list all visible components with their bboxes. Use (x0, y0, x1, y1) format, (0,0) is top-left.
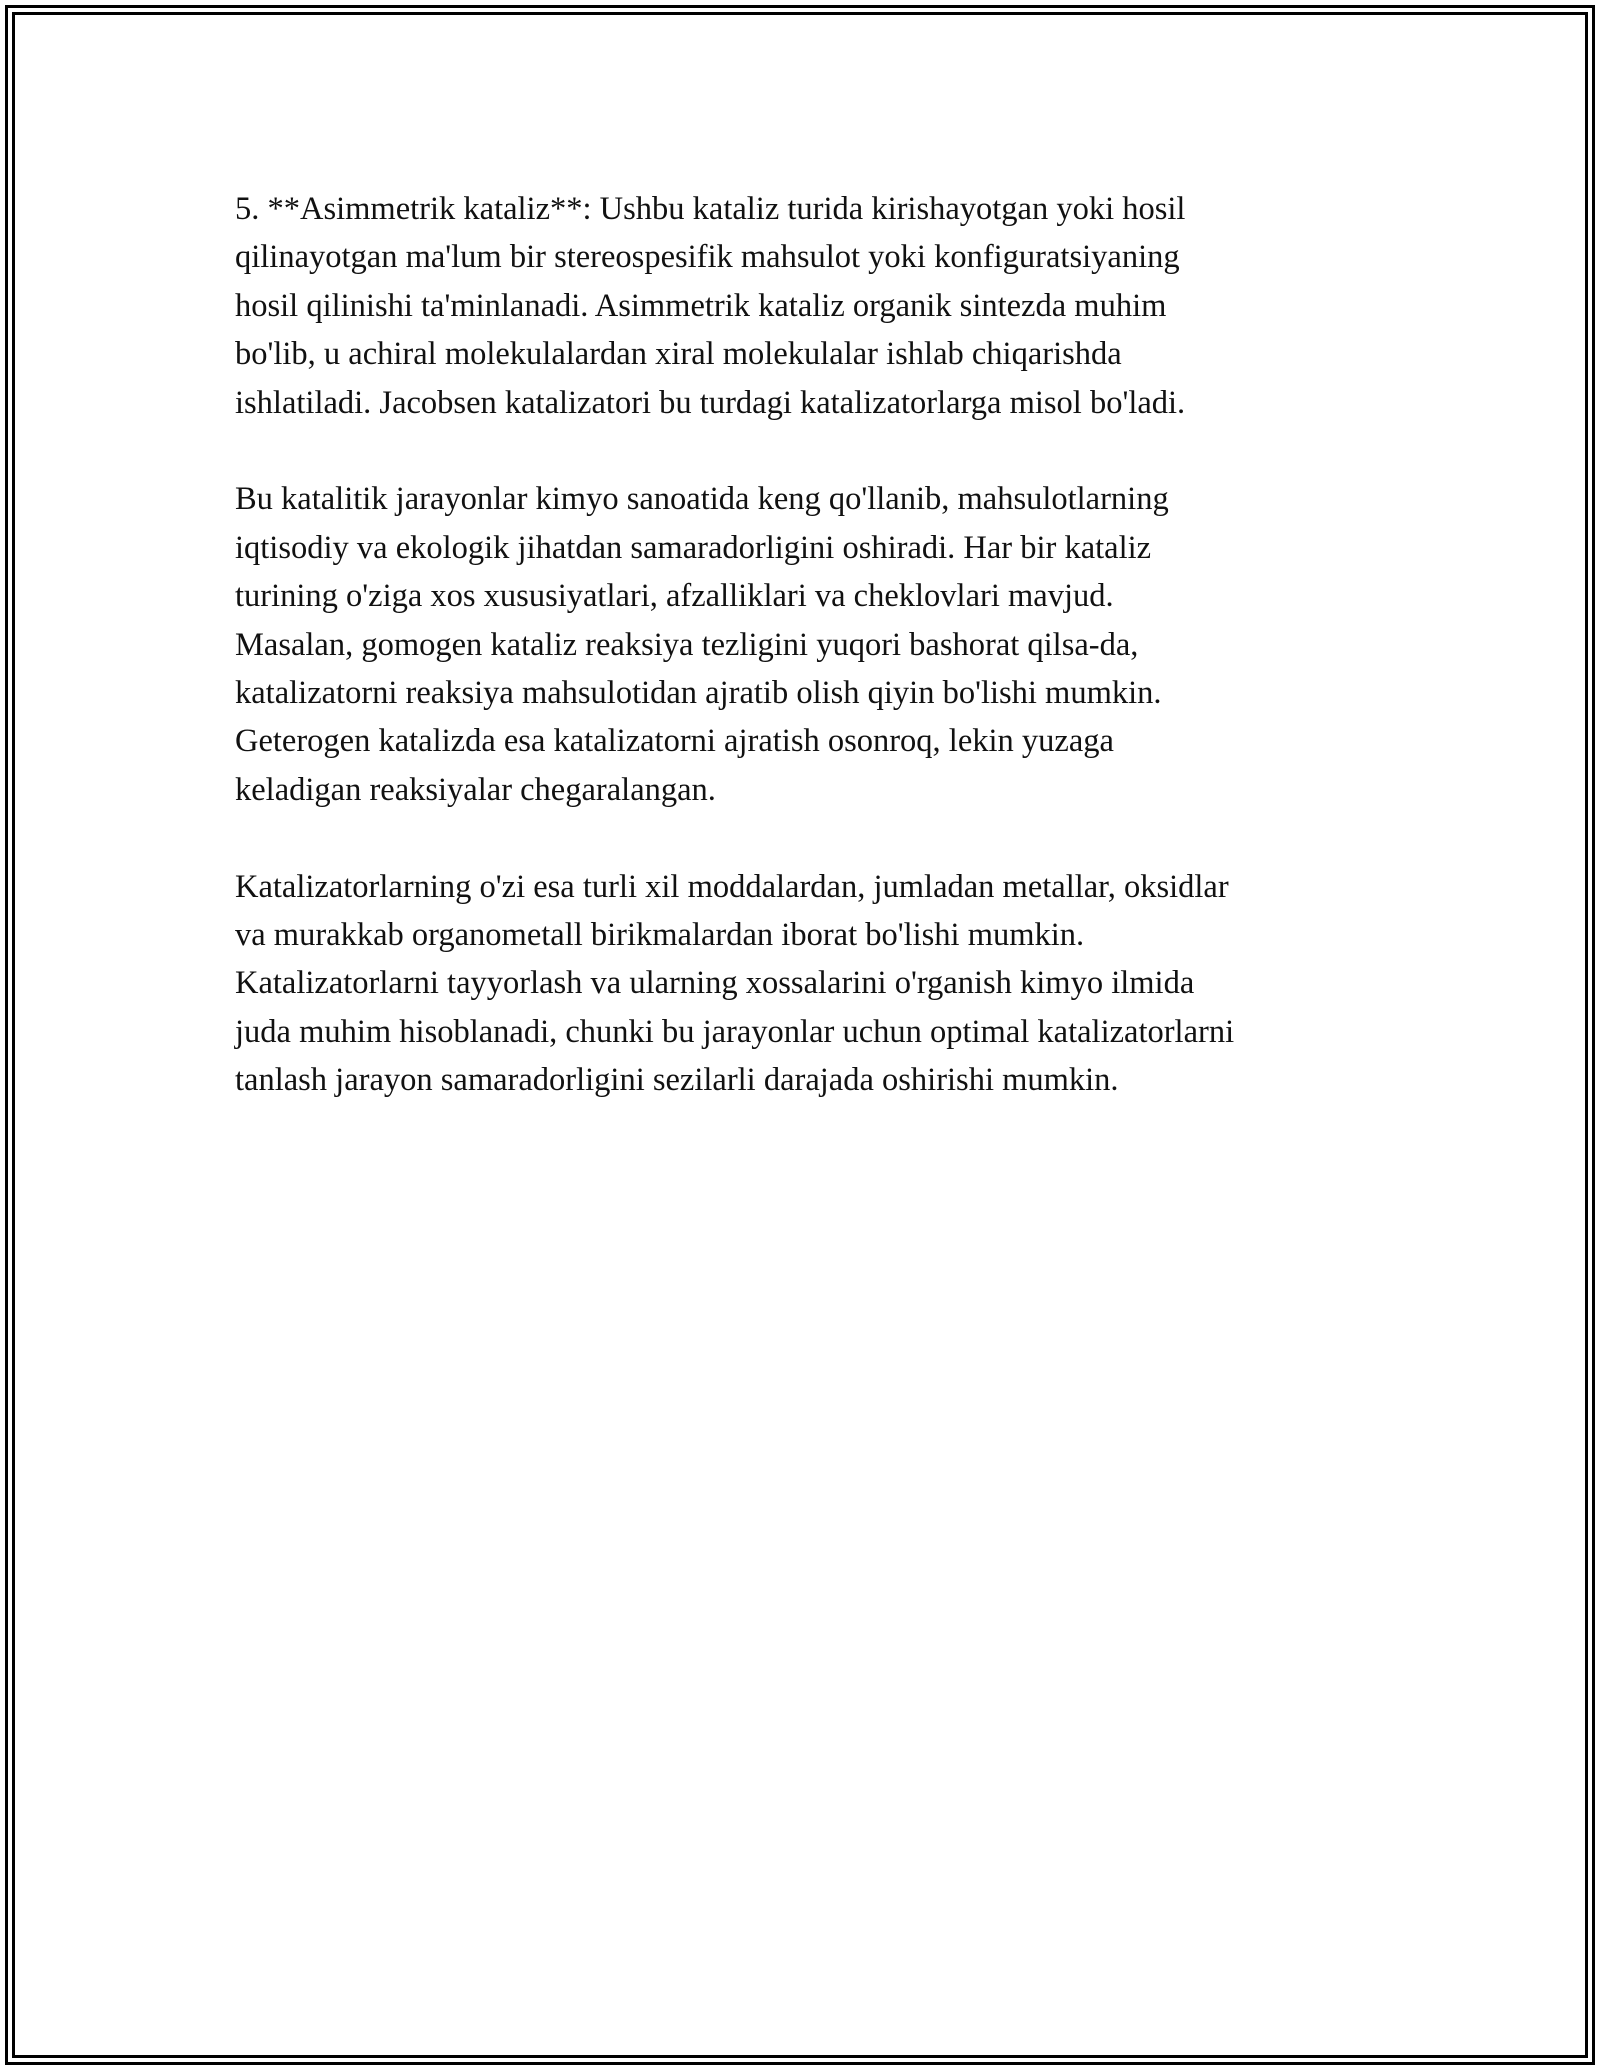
text-line: Katalizatorlarni tayyorlash va ularning xossalarini o'rganish kimyo ilmida (235, 965, 1195, 1002)
text-line: Geterogen katalizda esa katalizatorni ajratish osonroq, lekin yuzaga (235, 723, 1114, 760)
text-line: qilinayotgan ma'lum bir stereospesifik mahsulot yoki konfiguratsiyaning (235, 239, 1180, 276)
text-line: turining o'ziga xos xususiyatlari, afzalliklari va cheklovlari mavjud. (235, 578, 1114, 615)
text-line: hosil qilinishi ta'minlanadi. Asimmetrik kataliz organik sintezda muhim (235, 287, 1167, 324)
text-line: katalizatorni reaksiya mahsulotidan ajratib olish qiyin bo'lishi mumkin. (235, 675, 1162, 712)
text-line: ishlatiladi. Jacobsen katalizatori bu turdagi katalizatorlarga misol bo'ladi. (235, 384, 1186, 421)
text-line: Katalizatorlarning o'zi esa turli xil moddalardan, jumladan metallar, oksidlar (235, 868, 1229, 905)
paragraph-asymmetric-catalysis (235, 185, 1385, 427)
paragraph-catalytic-processes (235, 475, 1385, 814)
text-line: tanlash jarayon samaradorligini sezilarli darajada oshirishi mumkin. (235, 1062, 1119, 1099)
text-line: bo'lib, u achiral molekulalardan xiral molekulalar ishlab chiqarishda (235, 336, 1122, 373)
text-line: Masalan, gomogen kataliz reaksiya tezligini yuqori bashorat qilsa-da, (235, 626, 1139, 663)
document-body (235, 185, 1385, 1153)
text-line: 5. **Asimmetrik kataliz**: Ushbu kataliz turida kirishayotgan yoki hosil (235, 191, 1186, 227)
text-line: keladigan reaksiyalar chegaralangan. (235, 771, 716, 808)
text-line: Bu katalitik jarayonlar kimyo sanoatida keng qo'llanib, mahsulotlarning (235, 481, 1169, 518)
paragraph-catalyst-materials (235, 863, 1385, 1105)
text-line: va murakkab organometall birikmalardan iborat bo'lishi mumkin. (235, 917, 1085, 954)
text-line: juda muhim hisoblanadi, chunki bu jarayonlar uchun optimal katalizatorlarni (235, 1013, 1235, 1050)
text-line: iqtisodiy va ekologik jihatdan samaradorligini oshiradi. Har bir kataliz (235, 529, 1152, 566)
